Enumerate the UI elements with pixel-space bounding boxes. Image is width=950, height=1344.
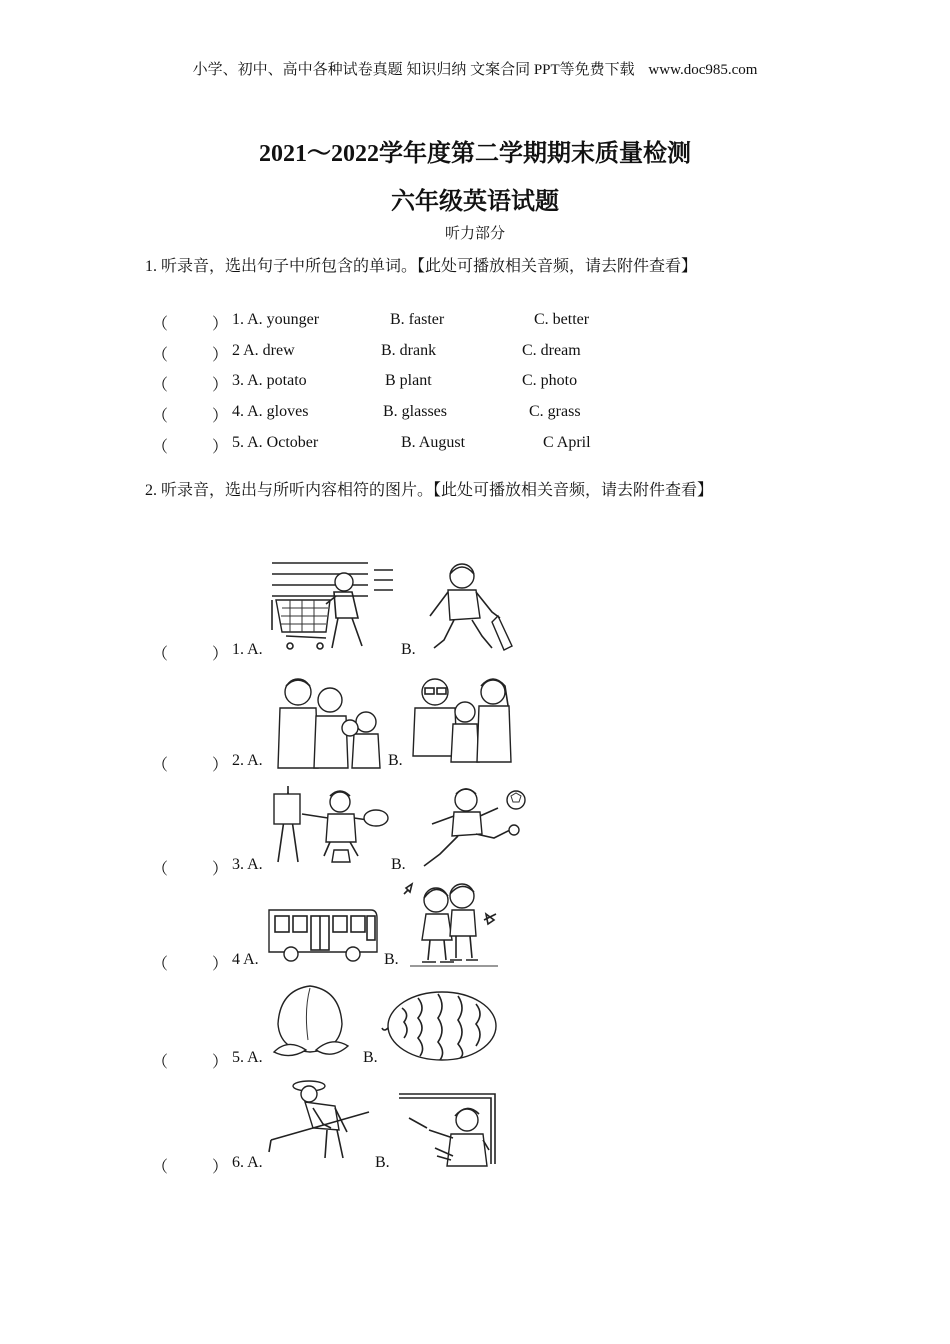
option-a-label: 2. A.	[232, 752, 263, 769]
question-2-prompt: 2. 听录音，选出与所听内容相符的图片。【此处可播放相关音频，请去附件查看】	[145, 482, 714, 499]
q1-item-3	[152, 372, 712, 396]
teacher-blackboard-picture	[395, 1090, 503, 1170]
grandparents-family-picture	[268, 672, 383, 770]
option-b: B. glasses	[383, 403, 447, 420]
football-boy-picture	[418, 784, 528, 870]
question-1-prompt: 1. 听录音，选出句子中所包含的单词。【此处可播放相关音频，请去附件查看】	[145, 258, 698, 275]
option-b: B. faster	[390, 311, 445, 328]
answer-paren-right: ）	[212, 347, 229, 364]
option-c: C. dream	[522, 342, 581, 359]
option-c: C. photo	[522, 372, 578, 389]
option-a-label: 6. A.	[232, 1154, 263, 1171]
answer-paren-left: （	[152, 956, 169, 973]
answer-paren-right: ）	[212, 861, 229, 878]
walking-children-picture	[400, 880, 500, 968]
answer-paren-right: ）	[212, 316, 229, 333]
option-a: 4. A. gloves	[232, 403, 309, 420]
parents-family-picture	[405, 672, 520, 770]
option-b-label: B.	[363, 1049, 378, 1066]
option-a-label: 1. A.	[232, 641, 263, 658]
answer-paren-left: （	[152, 757, 169, 774]
answer-paren-left: （	[152, 439, 169, 456]
answer-paren-right: ）	[212, 439, 229, 456]
exam-title: 2021～2022学年度第二学期期末质量检测	[259, 141, 691, 167]
q1-item-4	[152, 403, 712, 427]
option-b: B. August	[401, 434, 466, 451]
answer-paren-left: （	[152, 1054, 169, 1071]
option-b-label: B.	[388, 752, 403, 769]
answer-paren-right: ）	[212, 377, 229, 394]
shopping-cart-picture	[268, 560, 393, 655]
option-b-label: B.	[401, 641, 416, 658]
option-c: C. better	[534, 311, 590, 328]
header-text: 小学、初中、高中各种试卷真题 知识归纳 文案合同 PPT等免费下载	[192, 62, 635, 78]
option-b-label: B.	[375, 1154, 390, 1171]
option-a: 3. A. potato	[232, 372, 307, 389]
q1-item-2	[152, 342, 712, 366]
answer-paren-left: （	[152, 1159, 169, 1176]
q1-item-1	[152, 311, 712, 335]
bus-picture	[265, 906, 380, 962]
answer-paren-left: （	[152, 347, 169, 364]
peach-picture	[270, 980, 352, 1062]
q1-item-5	[152, 434, 712, 458]
answer-paren-left: （	[152, 408, 169, 425]
answer-paren-left: （	[152, 861, 169, 878]
option-a-label: 3. A.	[232, 856, 263, 873]
option-b: B. drank	[381, 342, 437, 359]
answer-paren-right: ）	[212, 956, 229, 973]
option-b-label: B.	[384, 951, 399, 968]
option-a: 5. A. October	[232, 434, 319, 451]
answer-paren-left: （	[152, 646, 169, 663]
option-a-label: 5. A.	[232, 1049, 263, 1066]
exam-subtitle: 六年级英语试题	[391, 189, 559, 215]
option-a: 1. A. younger	[232, 311, 320, 328]
page-header	[0, 58, 950, 79]
walking-boy-picture	[420, 560, 520, 655]
answer-paren-right: ）	[212, 408, 229, 425]
watermelon-picture	[380, 988, 500, 1066]
option-c: C. grass	[529, 403, 581, 420]
answer-paren-right: ）	[212, 1159, 229, 1176]
option-c: C April	[543, 434, 591, 451]
option-b: B plant	[385, 372, 432, 389]
answer-paren-left: （	[152, 377, 169, 394]
option-a: 2 A. drew	[232, 342, 295, 359]
section-heading: 听力部分	[444, 226, 505, 242]
painting-boy-picture	[268, 784, 388, 866]
header-site-link[interactable]: www.doc985.com	[648, 62, 758, 78]
farmer-hoeing-picture	[265, 1078, 375, 1160]
option-b-label: B.	[391, 856, 406, 873]
answer-paren-right: ）	[212, 1054, 229, 1071]
answer-paren-left: （	[152, 316, 169, 333]
option-a-label: 4 A.	[232, 951, 259, 968]
answer-paren-right: ）	[212, 646, 229, 663]
answer-paren-right: ）	[212, 757, 229, 774]
